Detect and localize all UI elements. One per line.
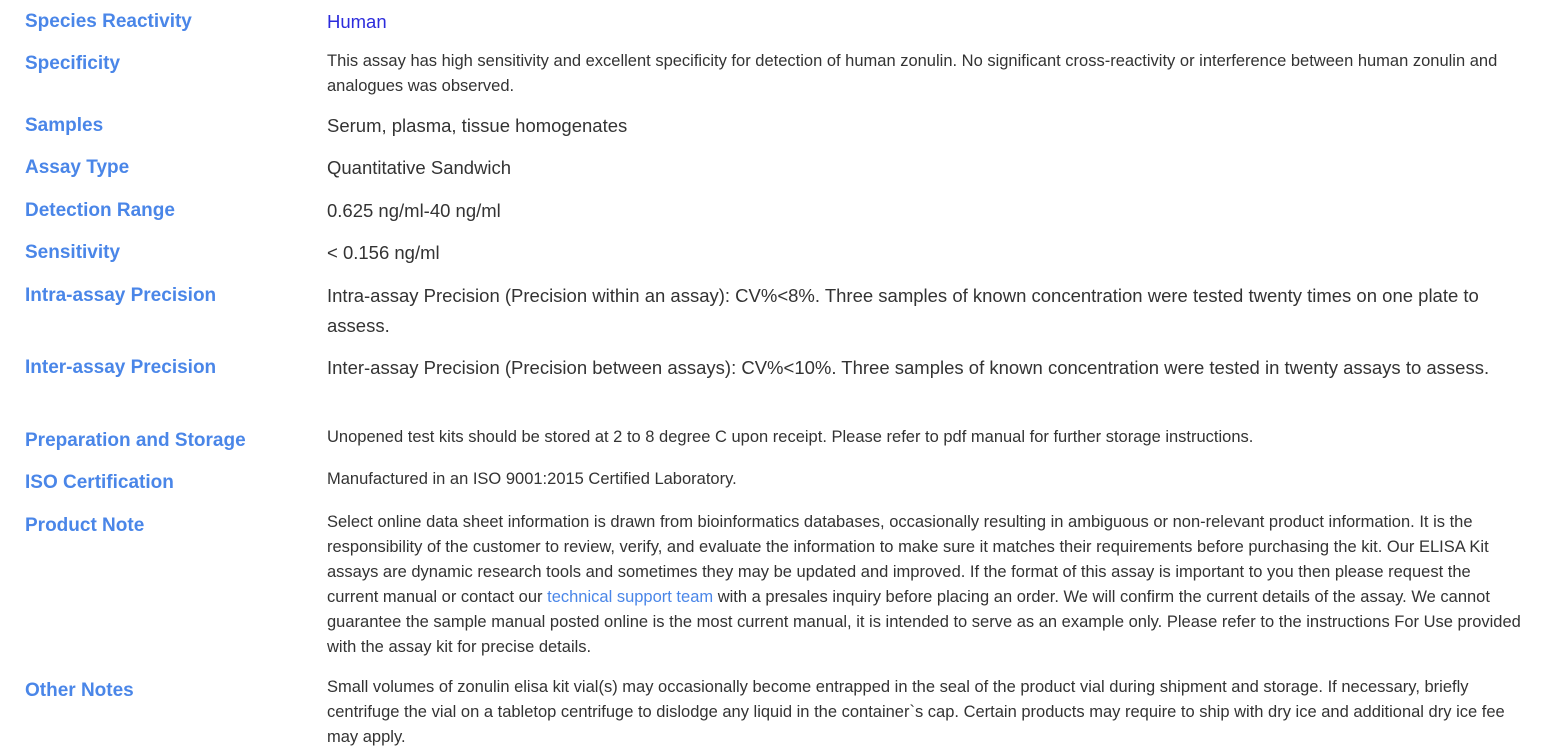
product-note-text-after: with a presales inquiry before placing an order. We will confirm the current details of the assay. We cannot guarantee the sample manual posted online is the most current manual, it is intended to serve as an example only. Please refer to the instructions For Use provided with the assay kit for precise details.	[327, 588, 1521, 656]
spec-value: Small volumes of zonulin elisa kit vial(s) may occasionally become entrapped in the seal of the product vial during shipment and storage. If necessary, briefly centrifuge the vial on a tabletop centrifuge to dislodge any liquid in the container`s cap. Certain products may require to ship with dry ice and additional dry ice fee may apply.	[327, 678, 1505, 746]
technical-support-link[interactable]: technical support team	[547, 588, 714, 606]
spec-label: Preparation and Storage	[25, 430, 246, 451]
spec-label: Product Note	[25, 515, 145, 536]
spec-label: Samples	[25, 115, 104, 136]
spec-value: Inter-assay Precision (Precision between assays): CV%<10%. Three samples of known concentration were tested in twenty assays to assess.	[327, 357, 1490, 378]
product-note-text-before: Select online data sheet information is drawn from bioinformatics databases, occasionally resulting in ambiguous or non-relevant product information. It is the responsibility of the customer to review, verify, and evaluate the information to make sure it matches their requirements before purchasing the kit. Our ELISA Kit assays are dynamic research tools and sometimes they may be updated and improved. If the format of this assay is important to you then please request the current manual or contact our	[327, 513, 1489, 606]
species-reactivity-value: Human	[327, 11, 387, 32]
spec-value: Quantitative Sandwich	[327, 157, 512, 178]
spec-label: Detection Range	[25, 200, 175, 221]
spec-value: < 0.156 ng/ml	[327, 242, 440, 263]
spec-label: Assay Type	[25, 157, 130, 178]
spec-value: This assay has high sensitivity and excellent specificity for detection of human zonulin. No significant cross-reactivity or interference between human zonulin and analogues was observed.	[327, 52, 1498, 95]
spec-label: Other Notes	[25, 680, 134, 701]
spec-label: Inter-assay Precision	[25, 357, 217, 378]
spec-value: Unopened test kits should be stored at 2 to 8 degree C upon receipt. Please refer to pdf manual for further storage instructions.	[327, 428, 1254, 446]
spec-value: 0.625 ng/ml-40 ng/ml	[327, 200, 501, 221]
spec-label: Sensitivity	[25, 242, 121, 263]
spec-label: ISO Certification	[25, 472, 174, 493]
spec-value: Manufactured in an ISO 9001:2015 Certified Laboratory.	[327, 470, 737, 488]
spec-label: Intra-assay Precision	[25, 285, 217, 306]
spec-value: Serum, plasma, tissue homogenates	[327, 115, 628, 136]
spec-value	[327, 510, 1522, 660]
spec-value: Intra-assay Precision (Precision within an assay): CV%<8%. Three samples of known concentration were tested twenty times on one plate to assess.	[327, 285, 1479, 336]
spec-label: Species Reactivity	[25, 11, 192, 32]
spec-label: Specificity	[25, 53, 121, 74]
